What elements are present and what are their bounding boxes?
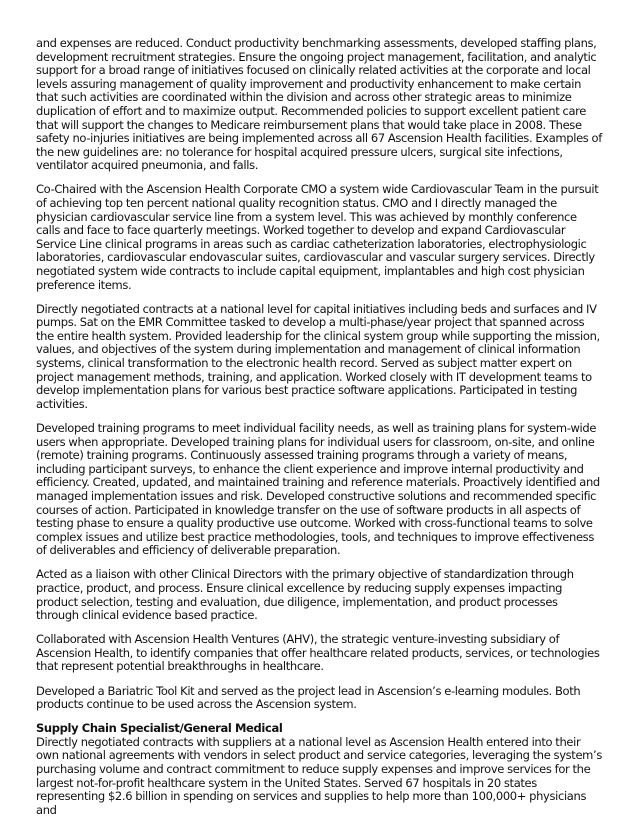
resume-page bbox=[36, 37, 602, 817]
paragraph-national-contracts-emr: Directly negotiated contracts at a national level for capital initiatives including beds and surfaces and IV pumps. Sat on the EMR Committee tasked to develop a multi-phase/year project that spanned across the entire health system. Provided leadership for the clinical system group while supporting the mission, values, and objectives of the system during implementation and management of clinical information systems, clinical transformation to the electronic health record. Served as subject matter expert on project management methods, training, and application. Worked closely with IT development teams to develop implementation plans for various best practice software applications. Participated in testing activities. bbox=[36, 301, 600, 411]
paragraph-clinical-directors-liaison: Acted as a liaison with other Clinical Directors with the primary objective of standardization through practice, product, and process. Ensure clinical excellence by reducing supply expenses impacting product selection, testing and evaluation, due diligence, implementation, and product processes through clinical evidence based practice. bbox=[36, 567, 574, 623]
paragraph-bariatric-tool-kit: Developed a Bariatric Tool Kit and served as the project lead in Ascension’s e-learning modules. Both products continue to be used across the Ascension system. bbox=[36, 683, 581, 712]
section-heading-supply-chain: Supply Chain Specialist/General Medical bbox=[36, 721, 283, 736]
paragraph-training-programs: Developed training programs to meet individual facility needs, as well as training plans for system-wide users when appropriate. Developed training plans for individual users for classroom, on-site, and online (remote) training programs. Continuously assessed training programs through a variety of means, including participant surveys, to enhance the client experience and improve internal productivity and efficiency. Created, updated, and maintained training and reference materials. Proactively identified and managed implementation issues and risk. Developed constructive solutions and recommended specific courses of action. Participated in knowledge transfer on the use of software products in all aspects of testing phase to ensure a quality productive use outcome. Worked with cross-functional teams to solve complex issues and utilize best practice methodologies, tools, and techniques to improve effectiveness of deliverables and efficiency of deliverable preparation. bbox=[36, 420, 600, 558]
paragraph-expenses-productivity: and expenses are reduced. Conduct productivity benchmarking assessments, developed staffing plans, development recruitment strategies. Ensure the ongoing project management, facilitation, and analytic support for a broad range of initiatives focused on clinically related activities at the corporate and local levels assuring management of quality improvement and productivity enhancement to make certain that such activities are coordinated within the division and across other strategic areas to minimize duplication of effort and to maximize output. Recommended policies to support excellent patient care that will support the changes to Medicare reimbursement plans that would take place in 2008. These safety no-injuries initiatives are being implemented across all 67 Ascension Health facilities. Examples of the new guidelines are: no tolerance for hospital acquired pressure ulcers, surgical site infections, ventilator acquired pneumonia, and falls. bbox=[36, 36, 602, 173]
paragraph-cardiovascular-team: Co-Chaired with the Ascension Health Corporate CMO a system wide Cardiovascular Team in the pursuit of achieving top ten percent national quality recognition status. CMO and I directly managed the physician cardiovascular service line from a system level. This was achieved by monthly conference calls and face to face quarterly meetings. Worked together to develop and expand Cardiovascular Service Line clinical programs in areas such as cardiac catheterization laboratories, electrophysiologic laboratories, cardiovascular endovascular suites, cardiovascular and vascular surgery services. Directly negotiated system wide contracts to include capital equipment, implantables and high cost physician preference items. bbox=[36, 182, 599, 292]
paragraph-supply-chain: Directly negotiated contracts with suppliers at a national level as Ascension Health entered into their own national agreements with vendors in select product and service categories, leveraging the system’s purchasing volume and contract commitment to reduce supply expenses and improve services for the largest not-for-profit healthcare system in the United States. Served 67 hospitals in 20 states representing $2.6 billion in spending on services and supplies to help more than 100,000+ physicians and bbox=[36, 734, 602, 817]
paragraph-ascension-health-ventures: Collaborated with Ascension Health Ventures (AHV), the strategic venture-investing subsidiary of Ascension Health, to identify companies that offer healthcare related products, services, or technologies that represent potential breakthroughs in healthcare. bbox=[36, 632, 600, 674]
